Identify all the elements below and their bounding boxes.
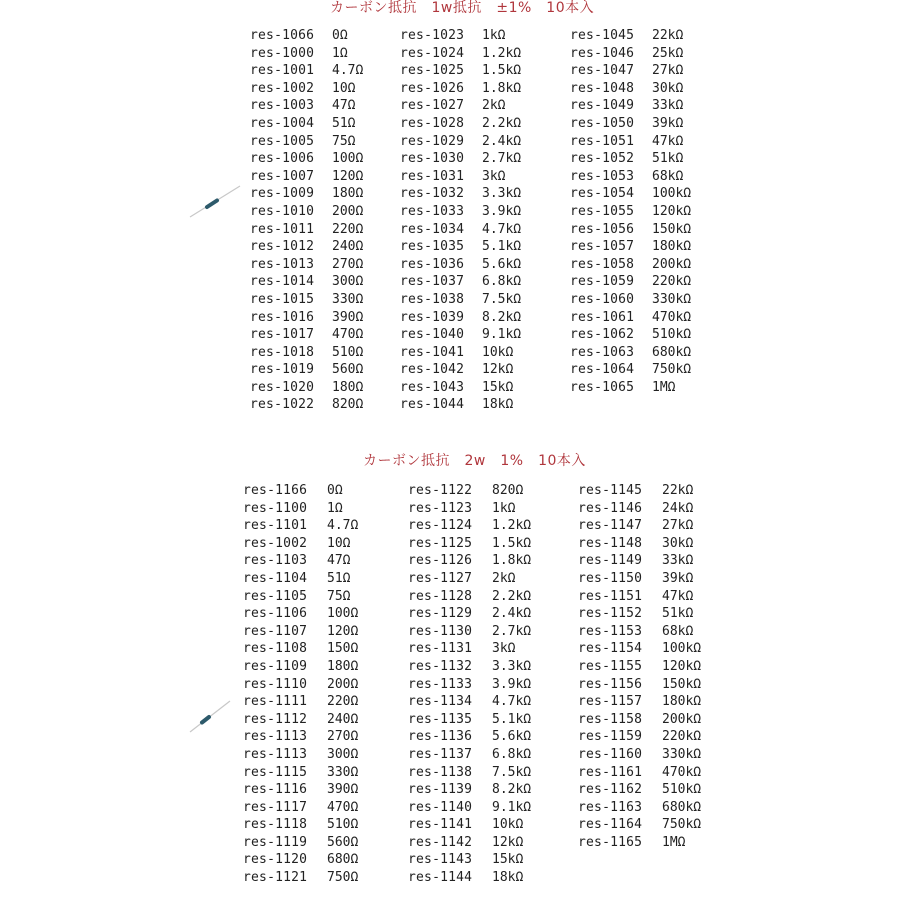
part-code: res-1001 <box>250 63 315 79</box>
resistance-value: 10Ω <box>332 80 356 96</box>
resistance-value: 47kΩ <box>652 133 684 149</box>
section-title-2w: カーボン抵抗 2w 1% 10本入 <box>363 453 586 469</box>
part-code: res-1117 <box>243 799 308 815</box>
part-code: res-1045 <box>570 28 635 43</box>
part-code: res-1107 <box>243 623 308 639</box>
resistance-value: 330kΩ <box>652 291 692 307</box>
part-code: res-1036 <box>400 256 465 272</box>
part-code: res-1016 <box>250 309 315 325</box>
resistance-value: 1kΩ <box>492 500 516 516</box>
part-code: res-1055 <box>570 203 635 219</box>
resistance-value: 2.4kΩ <box>482 133 522 149</box>
resistance-value: 75Ω <box>327 588 351 604</box>
resistance-value: 12kΩ <box>492 834 524 850</box>
part-code: res-1123 <box>408 500 473 516</box>
resistance-value: 3.9kΩ <box>482 203 522 219</box>
part-code: res-1023 <box>400 28 465 43</box>
resistance-value: 2.7kΩ <box>492 623 532 639</box>
resistance-value: 470kΩ <box>652 309 692 325</box>
resistance-value: 180kΩ <box>662 694 702 710</box>
resistance-value: 510kΩ <box>652 327 692 343</box>
resistance-value: 100kΩ <box>662 641 702 657</box>
part-code: res-1047 <box>570 63 635 79</box>
part-code: res-1018 <box>250 344 315 360</box>
resistance-value: 240Ω <box>332 239 364 255</box>
part-code: res-1164 <box>578 817 643 833</box>
part-code: res-1049 <box>570 98 635 114</box>
resistance-value: 22kΩ <box>662 483 694 498</box>
resistance-value: 100Ω <box>332 151 364 167</box>
part-code: res-1147 <box>578 518 643 534</box>
part-code: res-1113 <box>243 746 308 762</box>
resistance-value: 2.4kΩ <box>492 606 532 622</box>
resistance-value: 47Ω <box>332 98 356 114</box>
part-code: res-1153 <box>578 623 643 639</box>
part-code: res-1120 <box>243 852 308 868</box>
resistance-value: 750Ω <box>327 870 359 886</box>
part-code: res-1025 <box>400 63 465 79</box>
part-code: res-1145 <box>578 483 643 498</box>
part-code: res-1143 <box>408 852 473 868</box>
part-code: res-1022 <box>250 397 315 413</box>
part-code: res-1132 <box>408 658 473 674</box>
resistance-value: 120kΩ <box>662 658 702 674</box>
part-code: res-1046 <box>570 45 635 61</box>
resistance-value: 27kΩ <box>652 63 684 79</box>
resistance-value: 1.5kΩ <box>482 63 522 79</box>
part-code: res-1122 <box>408 483 473 498</box>
resistance-value: 680kΩ <box>652 344 692 360</box>
part-code: res-1104 <box>243 570 308 586</box>
resistance-value: 5.6kΩ <box>492 729 532 745</box>
part-code: res-1013 <box>250 256 315 272</box>
resistance-value: 120Ω <box>332 168 364 184</box>
part-code: res-1139 <box>408 782 473 798</box>
part-code: res-1144 <box>408 870 473 886</box>
resistance-value: 1.2kΩ <box>482 45 522 61</box>
resistance-value: 220kΩ <box>662 729 702 745</box>
resistance-value: 15kΩ <box>482 379 514 395</box>
resistor-icon <box>185 180 245 225</box>
part-code: res-1066 <box>250 28 315 43</box>
part-code: res-1124 <box>408 518 473 534</box>
part-code: res-1014 <box>250 274 315 290</box>
part-code: res-1037 <box>400 274 465 290</box>
part-code: res-1048 <box>570 80 635 96</box>
part-code: res-1152 <box>578 606 643 622</box>
resistance-value: 5.1kΩ <box>492 711 532 727</box>
resistance-value: 3kΩ <box>482 168 506 184</box>
part-code: res-1044 <box>400 397 465 413</box>
resistance-value: 4.7Ω <box>332 63 364 79</box>
resistance-value: 2.2kΩ <box>482 115 522 131</box>
part-code: res-1112 <box>243 711 308 727</box>
part-code: res-1034 <box>400 221 465 237</box>
resistance-value: 220Ω <box>332 221 364 237</box>
part-code: res-1043 <box>400 379 465 395</box>
part-code: res-1148 <box>578 535 643 551</box>
resistance-value: 51kΩ <box>652 151 684 167</box>
part-code: res-1133 <box>408 676 473 692</box>
part-code: res-1126 <box>408 553 473 569</box>
resistance-value: 39kΩ <box>652 115 684 131</box>
part-code: res-1111 <box>243 694 308 710</box>
resistance-value: 27kΩ <box>662 518 694 534</box>
resistance-value: 10Ω <box>327 535 351 551</box>
resistance-value: 1Ω <box>332 45 348 61</box>
part-code: res-1115 <box>243 764 308 780</box>
resistance-value: 1.8kΩ <box>492 553 532 569</box>
part-code: res-1100 <box>243 500 308 516</box>
resistance-value: 120kΩ <box>652 203 692 219</box>
part-code: res-1054 <box>570 186 635 202</box>
resistance-value: 2kΩ <box>482 98 506 114</box>
resistance-value: 750kΩ <box>652 362 692 378</box>
part-code: res-1019 <box>250 362 315 378</box>
resistance-value: 47Ω <box>327 553 351 569</box>
resistance-value: 200kΩ <box>662 711 702 727</box>
resistance-value: 300Ω <box>327 746 359 762</box>
part-code: res-1020 <box>250 379 315 395</box>
resistance-value: 510Ω <box>332 344 364 360</box>
part-code: res-1155 <box>578 658 643 674</box>
part-code: res-1165 <box>578 834 643 850</box>
part-code: res-1063 <box>570 344 635 360</box>
part-code: res-1156 <box>578 676 643 692</box>
resistance-value: 180Ω <box>327 658 359 674</box>
resistance-value: 24kΩ <box>662 500 694 516</box>
part-code: res-1151 <box>578 588 643 604</box>
part-code: res-1127 <box>408 570 473 586</box>
resistance-value: 68kΩ <box>662 623 694 639</box>
resistance-value: 10kΩ <box>482 344 514 360</box>
part-code: res-1003 <box>250 98 315 114</box>
resistance-value: 270Ω <box>332 256 364 272</box>
resistance-value: 7.5kΩ <box>492 764 532 780</box>
part-code: res-1012 <box>250 239 315 255</box>
resistance-value: 330Ω <box>327 764 359 780</box>
resistance-value: 1kΩ <box>482 28 506 43</box>
part-code: res-1010 <box>250 203 315 219</box>
resistance-value: 30kΩ <box>662 535 694 551</box>
part-code: res-1125 <box>408 535 473 551</box>
part-code: res-1166 <box>243 483 308 498</box>
part-code: res-1109 <box>243 658 308 674</box>
resistance-value: 2.7kΩ <box>482 151 522 167</box>
part-code: res-1159 <box>578 729 643 745</box>
resistance-value: 3kΩ <box>492 641 516 657</box>
resistance-value: 1.2kΩ <box>492 518 532 534</box>
resistance-value: 75Ω <box>332 133 356 149</box>
part-code: res-1058 <box>570 256 635 272</box>
resistance-value: 33kΩ <box>652 98 684 114</box>
part-code: res-1163 <box>578 799 643 815</box>
resistance-value: 750kΩ <box>662 817 702 833</box>
part-code: res-1161 <box>578 764 643 780</box>
resistance-value: 6.8kΩ <box>482 274 522 290</box>
part-code: res-1041 <box>400 344 465 360</box>
resistance-value: 240Ω <box>327 711 359 727</box>
part-code: res-1103 <box>243 553 308 569</box>
resistance-value: 270Ω <box>327 729 359 745</box>
part-code: res-1119 <box>243 834 308 850</box>
part-code: res-1004 <box>250 115 315 131</box>
resistance-value: 12kΩ <box>482 362 514 378</box>
part-code: res-1038 <box>400 291 465 307</box>
resistance-value: 150Ω <box>327 641 359 657</box>
resistance-value: 3.3kΩ <box>482 186 522 202</box>
part-code: res-1131 <box>408 641 473 657</box>
resistance-value: 18kΩ <box>492 870 524 886</box>
part-code: res-1118 <box>243 817 308 833</box>
part-code: res-1157 <box>578 694 643 710</box>
resistance-value: 51Ω <box>332 115 356 131</box>
resistance-value: 180kΩ <box>652 239 692 255</box>
resistance-value: 220kΩ <box>652 274 692 290</box>
resistance-value: 300Ω <box>332 274 364 290</box>
resistance-value: 8.2kΩ <box>482 309 522 325</box>
part-code: res-1150 <box>578 570 643 586</box>
resistance-value: 330kΩ <box>662 746 702 762</box>
resistance-value: 4.7kΩ <box>492 694 532 710</box>
resistance-value: 180Ω <box>332 379 364 395</box>
part-code: res-1146 <box>578 500 643 516</box>
part-code: res-1053 <box>570 168 635 184</box>
part-code: res-1007 <box>250 168 315 184</box>
part-code: res-1110 <box>243 676 308 692</box>
resistance-value: 470Ω <box>327 799 359 815</box>
part-code: res-1140 <box>408 799 473 815</box>
part-code: res-1138 <box>408 764 473 780</box>
part-code: res-1027 <box>400 98 465 114</box>
part-code: res-1033 <box>400 203 465 219</box>
resistance-value: 0Ω <box>327 483 343 498</box>
resistance-value: 68kΩ <box>652 168 684 184</box>
part-code: res-1057 <box>570 239 635 255</box>
resistance-value: 680kΩ <box>662 799 702 815</box>
section-title-1w: カーボン抵抗 1w抵抗 ±1% 10本入 <box>330 0 595 16</box>
part-code: res-1142 <box>408 834 473 850</box>
resistance-value: 390Ω <box>327 782 359 798</box>
resistance-value: 6.8kΩ <box>492 746 532 762</box>
resistance-value: 200Ω <box>332 203 364 219</box>
resistance-value: 9.1kΩ <box>492 799 532 815</box>
resistance-value: 150kΩ <box>662 676 702 692</box>
resistance-value: 39kΩ <box>662 570 694 586</box>
resistance-value: 4.7Ω <box>327 518 359 534</box>
part-code: res-1108 <box>243 641 308 657</box>
resistance-value: 560Ω <box>332 362 364 378</box>
part-code: res-1000 <box>250 45 315 61</box>
part-code: res-1042 <box>400 362 465 378</box>
resistance-value: 0Ω <box>332 28 348 43</box>
part-code: res-1121 <box>243 870 308 886</box>
resistance-value: 5.6kΩ <box>482 256 522 272</box>
resistance-value: 3.3kΩ <box>492 658 532 674</box>
part-code: res-1032 <box>400 186 465 202</box>
resistance-value: 22kΩ <box>652 28 684 43</box>
part-code: res-1154 <box>578 641 643 657</box>
part-code: res-1141 <box>408 817 473 833</box>
part-code: res-1005 <box>250 133 315 149</box>
resistance-value: 1.8kΩ <box>482 80 522 96</box>
resistance-value: 510Ω <box>327 817 359 833</box>
resistance-value: 470Ω <box>332 327 364 343</box>
resistance-value: 820Ω <box>332 397 364 413</box>
resistance-value: 820Ω <box>492 483 524 498</box>
part-code: res-1116 <box>243 782 308 798</box>
resistance-value: 330Ω <box>332 291 364 307</box>
part-code: res-1002 <box>243 535 308 551</box>
part-code: res-1129 <box>408 606 473 622</box>
resistance-value: 120Ω <box>327 623 359 639</box>
resistance-value: 9.1kΩ <box>482 327 522 343</box>
part-code: res-1105 <box>243 588 308 604</box>
part-code: res-1031 <box>400 168 465 184</box>
part-code: res-1015 <box>250 291 315 307</box>
resistance-value: 25kΩ <box>652 45 684 61</box>
resistance-value: 1MΩ <box>652 379 676 395</box>
part-code: res-1113 <box>243 729 308 745</box>
part-code: res-1017 <box>250 327 315 343</box>
part-code: res-1030 <box>400 151 465 167</box>
part-code: res-1158 <box>578 711 643 727</box>
part-code: res-1135 <box>408 711 473 727</box>
part-code: res-1059 <box>570 274 635 290</box>
part-code: res-1050 <box>570 115 635 131</box>
resistance-value: 51kΩ <box>662 606 694 622</box>
resistance-value: 2kΩ <box>492 570 516 586</box>
part-code: res-1065 <box>570 379 635 395</box>
part-code: res-1137 <box>408 746 473 762</box>
resistance-value: 100Ω <box>327 606 359 622</box>
part-code: res-1136 <box>408 729 473 745</box>
resistance-value: 470kΩ <box>662 764 702 780</box>
resistance-value: 47kΩ <box>662 588 694 604</box>
part-code: res-1039 <box>400 309 465 325</box>
part-code: res-1035 <box>400 239 465 255</box>
part-code: res-1040 <box>400 327 465 343</box>
part-code: res-1101 <box>243 518 308 534</box>
resistance-value: 3.9kΩ <box>492 676 532 692</box>
part-code: res-1149 <box>578 553 643 569</box>
resistance-value: 200kΩ <box>652 256 692 272</box>
resistance-value: 7.5kΩ <box>482 291 522 307</box>
resistance-value: 180Ω <box>332 186 364 202</box>
part-code: res-1024 <box>400 45 465 61</box>
part-code: res-1052 <box>570 151 635 167</box>
part-code: res-1162 <box>578 782 643 798</box>
part-code: res-1130 <box>408 623 473 639</box>
resistance-value: 51Ω <box>327 570 351 586</box>
part-code: res-1006 <box>250 151 315 167</box>
part-code: res-1062 <box>570 327 635 343</box>
resistance-value: 1Ω <box>327 500 343 516</box>
resistance-value: 4.7kΩ <box>482 221 522 237</box>
part-code: res-1011 <box>250 221 315 237</box>
resistance-value: 5.1kΩ <box>482 239 522 255</box>
part-code: res-1026 <box>400 80 465 96</box>
resistance-value: 33kΩ <box>662 553 694 569</box>
part-code: res-1106 <box>243 606 308 622</box>
part-code: res-1160 <box>578 746 643 762</box>
part-code: res-1028 <box>400 115 465 131</box>
resistance-value: 220Ω <box>327 694 359 710</box>
resistance-value: 30kΩ <box>652 80 684 96</box>
part-code: res-1009 <box>250 186 315 202</box>
resistance-value: 2.2kΩ <box>492 588 532 604</box>
resistance-value: 100kΩ <box>652 186 692 202</box>
resistor-icon <box>185 695 245 740</box>
resistance-value: 200Ω <box>327 676 359 692</box>
part-code: res-1134 <box>408 694 473 710</box>
resistance-value: 1MΩ <box>662 834 686 850</box>
part-code: res-1051 <box>570 133 635 149</box>
part-code: res-1061 <box>570 309 635 325</box>
part-code: res-1060 <box>570 291 635 307</box>
resistance-value: 680Ω <box>327 852 359 868</box>
part-code: res-1002 <box>250 80 315 96</box>
part-code: res-1056 <box>570 221 635 237</box>
resistance-value: 560Ω <box>327 834 359 850</box>
part-code: res-1128 <box>408 588 473 604</box>
resistance-value: 150kΩ <box>652 221 692 237</box>
resistance-value: 10kΩ <box>492 817 524 833</box>
resistance-value: 390Ω <box>332 309 364 325</box>
resistance-value: 510kΩ <box>662 782 702 798</box>
resistance-value: 1.5kΩ <box>492 535 532 551</box>
part-code: res-1064 <box>570 362 635 378</box>
resistance-value: 15kΩ <box>492 852 524 868</box>
part-code: res-1029 <box>400 133 465 149</box>
resistance-value: 18kΩ <box>482 397 514 413</box>
resistance-value: 8.2kΩ <box>492 782 532 798</box>
